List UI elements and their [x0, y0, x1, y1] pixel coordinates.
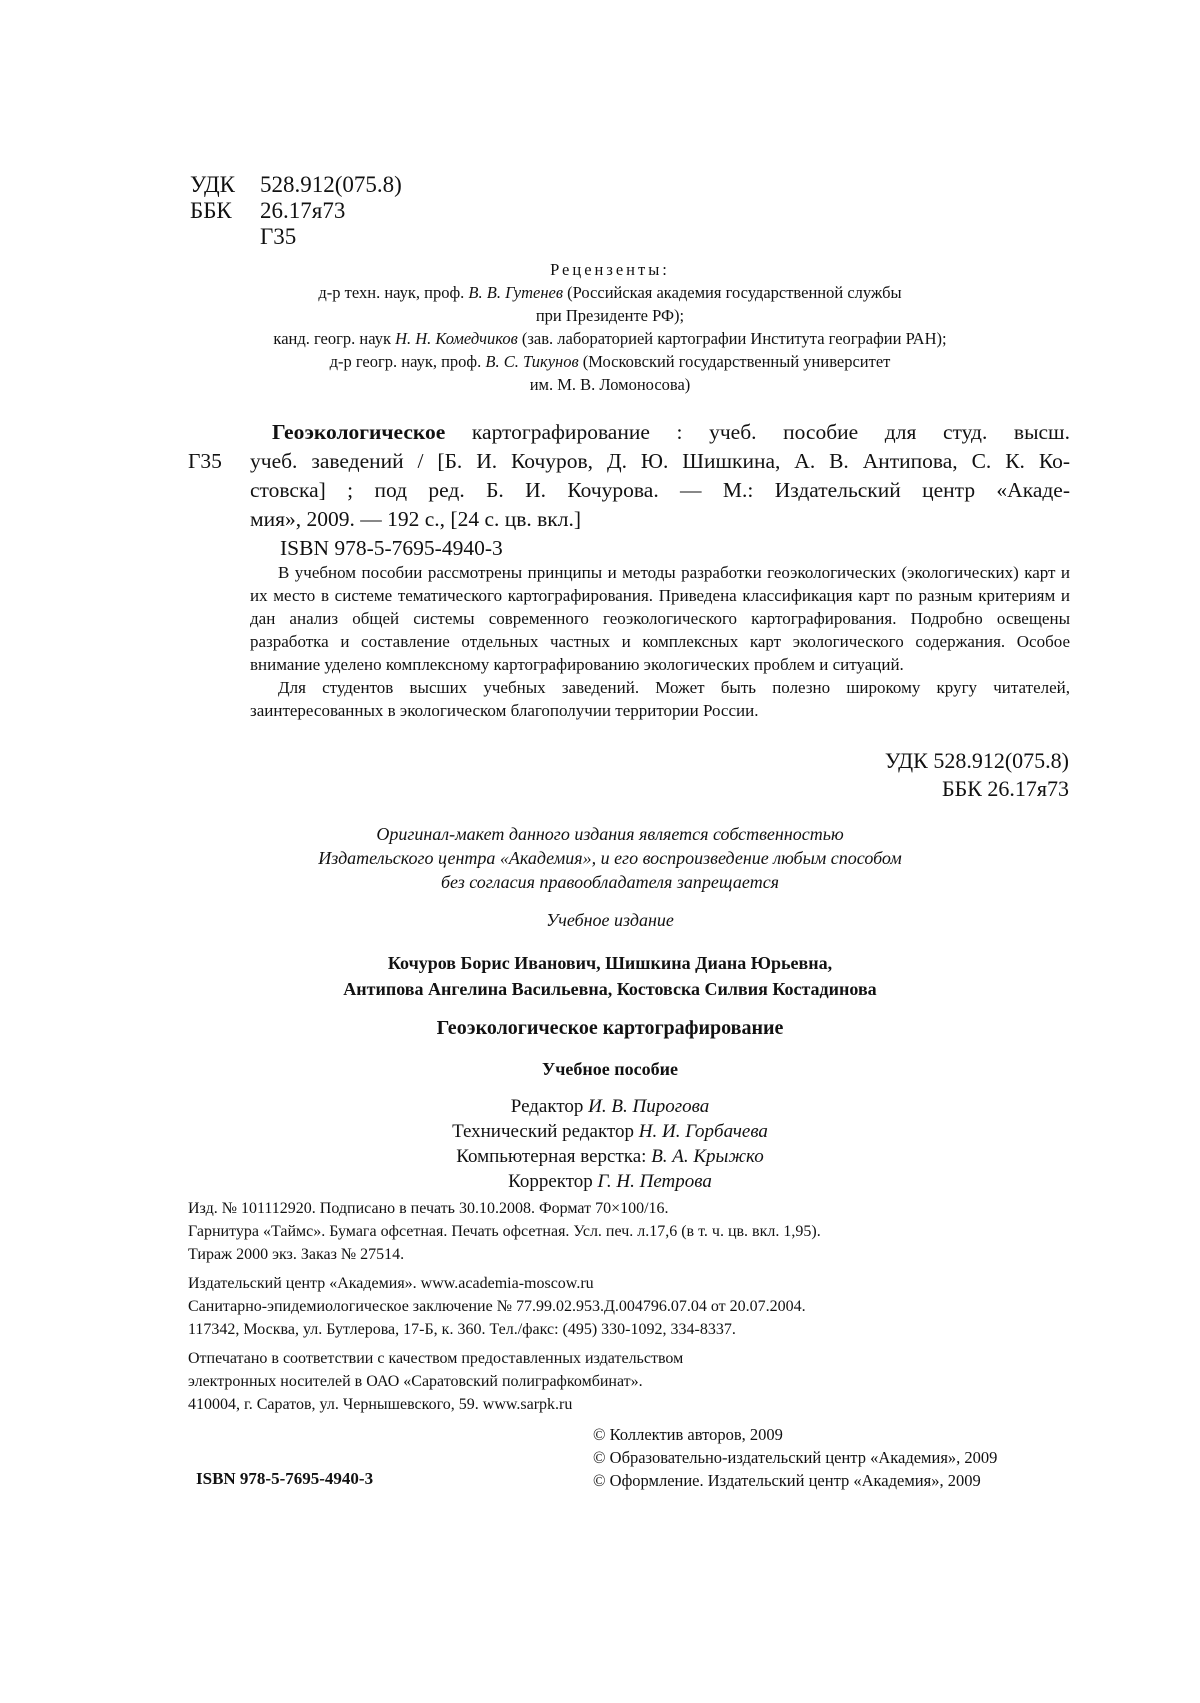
staff-line: Технический редактор Н. И. Горбачева: [452, 1121, 768, 1142]
bib-title-bold: Геоэкологическое: [272, 420, 446, 444]
author-mark-row: [190, 224, 402, 250]
bbk-row: [190, 198, 402, 224]
reviewer-line: им. М. В. Ломоносова): [529, 375, 691, 394]
bib-line-3: стовска] ; под ред. Б. И. Кочурова. — М.: Издательский центр «Акаде-: [250, 478, 1070, 502]
udk-row: [190, 172, 402, 198]
annotation-paragraph: Для студентов высших учебных заведений. Может быть полезно широкому кругу читателей, заинтересованных в экологическом благополучии территории России.: [250, 678, 1070, 720]
book-type: Учебное пособие: [542, 1059, 678, 1079]
classification-footer: [885, 747, 1069, 803]
staff-line: Корректор Г. Н. Петрова: [508, 1171, 712, 1192]
book-title: Геоэкологическое картографирование: [436, 1017, 784, 1039]
staff-line: Компьютерная верстка: В. А. Крыжко: [456, 1146, 764, 1167]
staff-block: [150, 1094, 1070, 1194]
udk-footer: УДК 528.912(075.8): [884, 748, 1069, 773]
bib-line-2: учеб. заведений / [Б. И. Кочуров, Д. Ю. Шишкина, А. В. Антипова, С. К. Ко-: [250, 449, 1070, 473]
publisher-details: Издательский центр «Академия». www.academia-moscow.ru Санитарно-эпидемиологическое заключение № 77.99.02.953.Д.004796.07.04 от 20.07.2004. 117342, Москва, ул. Бутлерова, 17-Б, к. 360. Тел./факс: (495) 330-1092, 334-8337.: [188, 1275, 806, 1338]
reviewer-line: д-р техн. наук, проф. В. В. Гутенев (Российская академия государственной службы: [318, 283, 902, 302]
reviewer-line: при Президенте РФ);: [535, 306, 685, 325]
reviewers-block: [150, 258, 1070, 396]
copyright-line: © Коллектив авторов, 2009: [593, 1425, 783, 1444]
bbk-footer: ББК 26.17я73: [941, 776, 1069, 801]
bib-author-mark: Г35: [188, 449, 222, 473]
print-details: Изд. № 101112920. Подписано в печать 30.10.2008. Формат 70×100/16. Гарнитура «Таймс». Бумага офсетная. Печать офсетная. Усл. печ. л.17,6 (в т. ч. цв. вкл. 1,95). Тираж 2000 экз. Заказ № 27514.: [188, 1200, 821, 1263]
udk-label: УДК: [190, 172, 235, 197]
copyrights: [593, 1423, 997, 1492]
copyright-line: © Образовательно-издательский центр «Академия», 2009: [593, 1448, 998, 1467]
bbk-value: 26.17я73: [260, 198, 346, 223]
reviewer-name: В. С. Тикунов: [485, 352, 579, 371]
classification-block: [190, 172, 402, 250]
annotation: [250, 561, 1070, 722]
bib-line-4: мия», 2009. — 192 с., [24 с. цв. вкл.]: [250, 507, 582, 531]
author-mark: Г35: [260, 224, 297, 249]
reviewers-heading: Рецензенты:: [550, 260, 670, 279]
staff-line: Редактор И. В. Пирогова: [510, 1096, 710, 1117]
reviewer-line: канд. геогр. наук Н. Н. Комедчиков (зав. лабораторией картографии Института географии РАН);: [273, 329, 947, 348]
bib-isbn: ISBN 978-5-7695-4940-3: [280, 536, 503, 560]
authors: Кочуров Борис Иванович, Шишкина Диана Юрьевна, Антипова Ангелина Васильевна, Костовска Силвия Костадинова: [343, 953, 877, 999]
printer-details: Отпечатано в соответствии с качеством предоставленных издательством электронных носителей в ОАО «Саратовский полиграфкомбинат». 410004, г. Саратов, ул. Чернышевского, 59. www.sarpk.ru: [188, 1350, 684, 1413]
udk-value: 528.912(075.8): [260, 172, 402, 197]
copyright-line: © Оформление. Издательский центр «Академия», 2009: [593, 1471, 981, 1490]
bbk-label: ББК: [190, 198, 232, 223]
reviewer-line: д-р геогр. наук, проф. В. С. Тикунов (Московский государственный университет: [329, 352, 891, 371]
bibliographic-record: [250, 418, 1070, 563]
copyright-notice: Оригинал-макет данного издания является собственностью Издательского центра «Академия», и его воспроизведение любым способом без согласия правообладателя запрещается: [318, 824, 902, 892]
isbn-footer: ISBN 978-5-7695-4940-3: [196, 1469, 374, 1488]
reviewer-name: В. В. Гутенев: [468, 283, 563, 302]
reviewer-name: Н. Н. Комедчиков: [395, 329, 518, 348]
edition-type: Учебное издание: [546, 910, 674, 930]
annotation-paragraph: В учебном пособии рассмотрены принципы и методы разработки геоэкологических (экологических) карт и их место в системе тематического картографирования. Приведена классификация карт по разным критериям и дан анализ общей системы современного геоэкологического картографирования. Подробно освещены разработка и составление отдельных частных и комплексных карт экологического содержания. Особое внимание уделено комплексному картографированию экологических проблем и ситуаций.: [250, 563, 1070, 674]
bib-line-1: Геоэкологическое картографирование : учеб. пособие для студ. высш.: [272, 420, 1070, 444]
